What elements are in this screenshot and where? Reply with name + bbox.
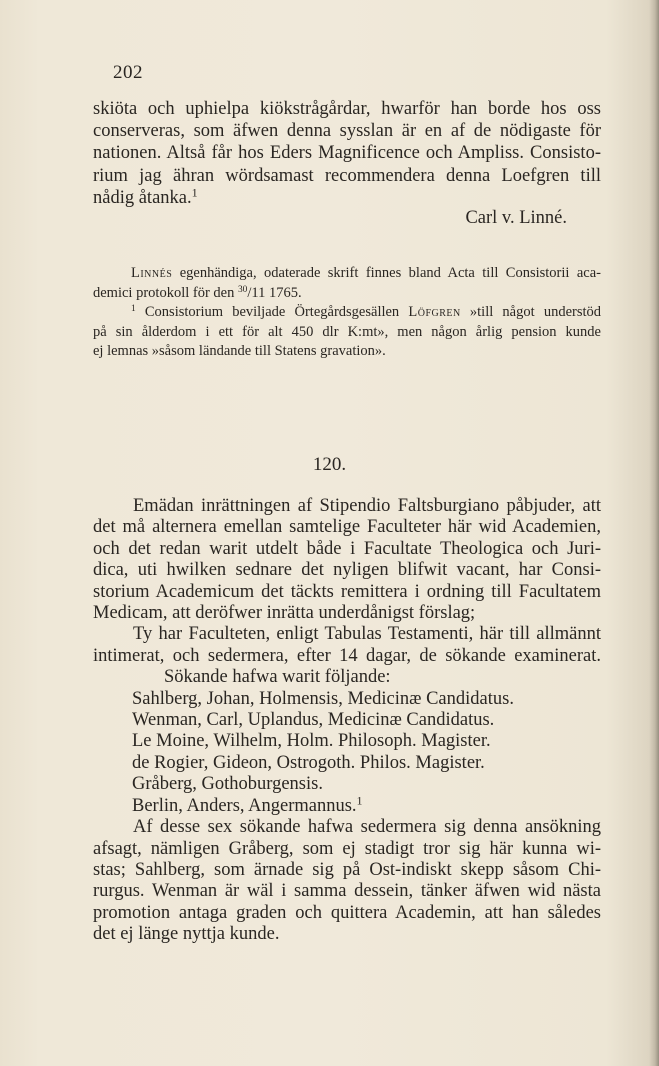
text-fragment: Berlin, Anders, Angermannus. <box>132 795 357 816</box>
page-number: 202 <box>113 62 143 83</box>
footnote-marker: 1 <box>131 303 136 314</box>
applicant-line: de Rogier, Gideon, Ostrogoth. Philos. Magister. <box>132 752 485 773</box>
text-line: det må alternera emellan samtelige Faculteter här wid Academien, <box>93 517 601 538</box>
applicant-line <box>93 793 601 817</box>
footnote <box>93 303 601 362</box>
text-line-last <box>93 187 601 209</box>
applicant-line: Gråberg, Gothoburgensis. <box>132 774 323 795</box>
text-line: stas; Sahlberg, som ärnade sig på Ost-indiskt skepp såsom Chi- <box>93 859 601 880</box>
text-fragment: Consistorium beviljade Örtegårdsgesällen <box>144 304 409 320</box>
applicants-intro: Sökande hafwa warit följande: <box>164 667 391 688</box>
text-line: afsagt, nämligen Gråberg, som ej stadigt tror sig här kunna wi- <box>93 838 601 859</box>
text-line: skiöta och uphielpa kiökstrågårdar, hwarför han borde hos oss <box>93 99 601 119</box>
main-text <box>93 496 601 946</box>
applicant-line: Le Moine, Wilhelm, Holm. Philosoph. Magister. <box>132 731 491 752</box>
note-line <box>93 264 601 284</box>
text-line: och det redan warit utdelt både i Facultate Theologica och Juri- <box>93 538 601 559</box>
text-line: intimerat, och sedermera, efter 14 dagar, de sökande examinerat. <box>93 645 601 666</box>
source-note <box>93 264 601 303</box>
text-fragment: »till något understöd <box>460 304 602 320</box>
footnote-marker: 1 <box>191 185 198 200</box>
applicant-line: Sahlberg, Johan, Holmensis, Medicinæ Candidatus. <box>132 688 514 709</box>
note-line <box>93 303 601 323</box>
text-line: Ty har Faculteten, enligt Tabulas Testamenti, här till allmännt <box>133 624 601 645</box>
text-line: dica, uti hwilken sednare det nyligen blifwit vacant, har Consi- <box>93 560 601 581</box>
text-line: Af desse sex sökande hafwa sedermera sig denna ansökning <box>133 817 601 838</box>
date-superscript: 30 <box>237 284 248 295</box>
applicant-line: Wenman, Carl, Uplandus, Medicinæ Candidatus. <box>132 710 495 731</box>
text-line: rurgus. Wenman är wäl i samma dessein, tänker äfwen wid nästa <box>93 881 601 902</box>
text-fragment: demici protokoll för den <box>93 284 238 301</box>
letter-continuation <box>93 98 601 209</box>
page-edge-shadow <box>649 0 659 1066</box>
text-line: storium Academicum det täckts remittera i ordning till Facultatem <box>93 581 601 602</box>
text-line: conserveras, som äfwen denna sysslan är en af de nödigaste för <box>93 121 601 142</box>
note-line <box>93 284 601 304</box>
text-line: rium jag ähran wördsamast recommendera denna Loefgren till <box>93 165 601 186</box>
note-line: ej lemnas »såsom ländande till Statens gravation». <box>93 343 386 359</box>
signature: Carl v. Linné. <box>465 208 567 228</box>
text-line: promotion antaga graden och quittera Academin, att han således <box>93 902 601 923</box>
text-line: Emädan inrättningen af Stipendio Faltsburgiano påbjuder, att <box>133 496 601 516</box>
note-line: på sin ålderdom i ett för alt 450 dlr K:mt», men någon årlig pension kunde <box>93 323 601 340</box>
footnote-marker: 1 <box>356 793 363 808</box>
text-fragment: nådig åtanka. <box>93 187 192 208</box>
text-line: nationen. Altså får hos Eders Magnificence och Ampliss. Consisto- <box>93 143 601 164</box>
text-fragment: /11 1765. <box>247 284 302 301</box>
text-line: det ej länge nyttja kunde. <box>93 924 280 945</box>
text-line: Medicam, att deröfwer inrätta underdånigst förslag; <box>93 603 476 624</box>
author-name: Linnés <box>131 265 173 281</box>
text-fragment: egenhändiga, odaterade skrift finnes bland Acta till Consistorii aca- <box>172 265 601 281</box>
person-name: Löfgren <box>408 304 461 320</box>
section-number: 120. <box>312 454 347 475</box>
